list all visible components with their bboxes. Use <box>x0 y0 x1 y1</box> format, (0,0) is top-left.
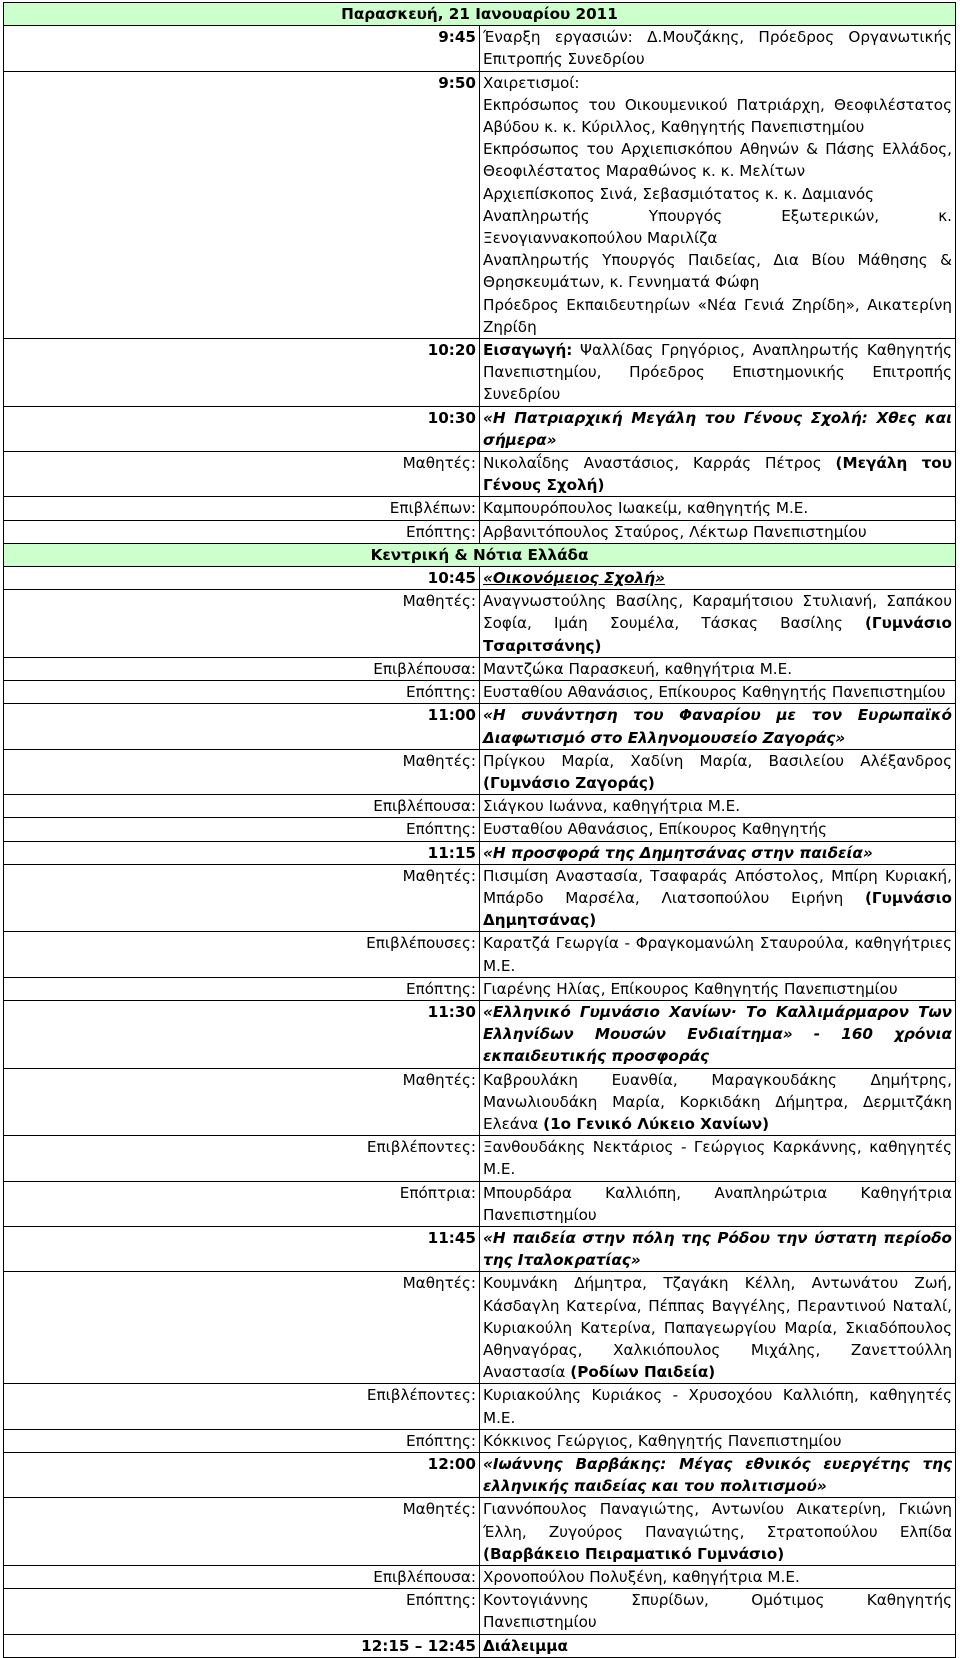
session-title: «Ελληνικό Γυμνάσιο Χανίων· Το Καλλιμάρμαρον Των Ελληνίδων Μουσών Ενδιαίτημα» - 160 χρόνια εκπαιδευτικής προσφοράς <box>480 1000 956 1068</box>
participant-role: Επιβλέπουσα: <box>4 1566 480 1589</box>
session-participant-row <box>4 590 956 658</box>
participant-names: Καμπουρόπουλος Ιωακείμ, καθηγητής Μ.Ε. <box>483 499 809 518</box>
school-name: (1ο Γενικό Λύκειο Χανίων) <box>543 1114 770 1133</box>
session-title: «Η Πατριαρχική Μεγάλη του Γένους Σχολή: Χθες και σήμερα» <box>480 406 956 451</box>
greeting-line: Αναπληρωτής Υπουργός Εξωτερικών, κ. Ξενογιαννακοπούλου Μαριλίζα <box>483 206 952 248</box>
greeting-line: Αρχιεπίσκοπος Σινά, Σεβασμιότατος κ. κ. Δαμιανός <box>483 184 875 203</box>
participant-cell <box>480 864 956 932</box>
greetings-row <box>4 71 956 338</box>
greeting-line: Εκπρόσωπος του Οικουμενικού Πατριάρχη, Θεοφιλέστατος Αβύδου κ. κ. Κύριλλος, Καθηγητής Πανεπιστημίου <box>483 95 952 137</box>
intro-time: 10:20 <box>4 339 480 407</box>
session-participant-row <box>4 1429 956 1452</box>
session-participant-row <box>4 520 956 543</box>
day-header: Παρασκευή, 21 Ιανουαρίου 2011 <box>4 3 956 26</box>
greetings-title: Χαιρετισμοί: <box>483 73 580 92</box>
session-title: «Η προσφορά της Δημητσάνας στην παιδεία» <box>480 841 956 864</box>
intro-cell <box>480 339 956 407</box>
break-row <box>4 1634 956 1657</box>
intro-label: Εισαγωγή: <box>483 341 573 360</box>
session-time: 11:00 <box>4 704 480 749</box>
participant-cell <box>480 1589 956 1634</box>
participant-names: Αρβανιτόπουλος Σταύρος, Λέκτωρ Πανεπιστημίου <box>483 522 867 541</box>
participant-role: Επόπτης: <box>4 1429 480 1452</box>
session-participant-row <box>4 864 956 932</box>
intro-row <box>4 339 956 407</box>
participant-cell <box>480 977 956 1000</box>
participant-role: Επόπτης: <box>4 681 480 704</box>
participant-role: Επιβλέπουσα: <box>4 795 480 818</box>
session-title: «Ιωάννης Βαρβάκης: Μέγας εθνικός ευεργέτης της ελληνικής παιδείας και του πολιτισμού» <box>480 1453 956 1498</box>
session-title-row <box>4 841 956 864</box>
participant-role: Μαθητές: <box>4 864 480 932</box>
session-title: «Οικονόμειος Σχολή» <box>480 567 956 590</box>
schedule-table <box>3 2 956 1658</box>
participant-cell <box>480 1566 956 1589</box>
participant-role: Επιβλέποντες: <box>4 1136 480 1181</box>
participant-cell <box>480 1181 956 1226</box>
opening-time: 9:45 <box>4 26 480 71</box>
break-label: Διάλειμμα <box>480 1634 956 1657</box>
participant-names: Ευσταθίου Αθανάσιος, Επίκουρος Καθηγητής Πανεπιστημίου <box>483 683 946 702</box>
participant-names: Νικολαΐδης Αναστάσιος, Καρράς Πέτρος <box>483 454 836 473</box>
participant-role: Επόπτρια: <box>4 1181 480 1226</box>
participant-names: Κόκκινος Γεώργιος, Καθηγητής Πανεπιστημίου <box>483 1431 842 1450</box>
session-participant-row <box>4 1384 956 1429</box>
participant-names: Κυριακούλης Κυριάκος - Χρυσοχόου Καλλιόπη, καθηγητές Μ.Ε. <box>483 1386 952 1427</box>
participant-names: Καβρουλάκη Ευανθία, Μαραγκουδάκης Δημήτρης, Μανωλιουδάκη Μαρία, Κορκιδάκη Δήμητρα, Δερμιτζάκη Ελεάνα <box>483 1070 952 1133</box>
school-name: (Βαρβάκειο Πειραματικό Γυμνάσιο) <box>483 1544 785 1563</box>
session-participant-row <box>4 818 956 841</box>
break-time: 12:15 – 12:45 <box>4 1634 480 1657</box>
school-name: (Γυμνάσιο Δημητσάνας) <box>483 888 952 930</box>
participant-cell <box>480 1498 956 1566</box>
session-participant-row <box>4 1272 956 1384</box>
participant-role: Επιβλέποντες: <box>4 1384 480 1429</box>
session-title-row <box>4 567 956 590</box>
participant-names: Αναγνωστούλης Βασίλης, Καραμήτσιου Στυλιανή, Σαπάκου Σοφία, Ιμάη Σουμέλα, Τάσκας Βασίλης <box>483 592 952 633</box>
region-header-row <box>4 543 956 566</box>
school-name: (Γυμνάσιο Τσαριτσάνης) <box>483 614 952 655</box>
participant-names: Ευσταθίου Αθανάσιος, Επίκουρος Καθηγητής <box>483 820 828 839</box>
participant-names: Μπουρδάρα Καλλιόπη, Αναπληρώτρια Καθηγήτρια Πανεπιστημίου <box>483 1183 952 1224</box>
intro-text: Ψαλλίδας Γρηγόριος, Αναπληρωτής Καθηγητής Πανεπιστημίου, Πρόεδρος Επιστημονικής Επιτροπής Συνεδρίου <box>483 341 952 404</box>
session-participant-row <box>4 657 956 680</box>
participant-role: Μαθητές: <box>4 749 480 794</box>
session-title-row <box>4 1000 956 1068</box>
greeting-line: Εκπρόσωπος του Αρχιεπισκόπου Αθηνών & Πάσης Ελλάδος, Θεοφιλέστατος Μαραθώνος κ. κ. Μελίτων <box>483 140 952 181</box>
participant-names: Πισιμίση Αναστασία, Τσαφαράς Απόστολος, Μπίρη Κυριακή, Μπάρδο Μαρσέλα, Λιατσοπούλου Ειρήνη <box>483 866 952 907</box>
session-title-row <box>4 1226 956 1271</box>
participant-cell <box>480 1136 956 1181</box>
session-time: 11:45 <box>4 1226 480 1271</box>
session-participant-row <box>4 1181 956 1226</box>
participant-names: Κουμνάκη Δήμητρα, Τζαγάκη Κέλλη, Αντωνάτου Ζωή, Κάσδαγλη Κατερίνα, Πέππας Βαγγέλης, Περαντινού Ναταλί, Κυριακούλη Κατερίνα, Παπαγεωργίου Μαρία, Σκιαδόπουλος Αθηναγόρας, Χαλκιόπουλος Μιχάλης, Ζανεττούλλη Αναστασία <box>483 1274 952 1382</box>
session-title-row <box>4 704 956 749</box>
participant-cell <box>480 1429 956 1452</box>
school-name: (Μεγάλη του Γένους Σχολή) <box>483 454 952 495</box>
participant-cell <box>480 1272 956 1384</box>
greetings-cell <box>480 71 956 338</box>
participant-cell <box>480 1384 956 1429</box>
participant-names: Κοντογιάννης Σπυρίδων, Ομότιμος Καθηγητής Πανεπιστημίου <box>483 1591 952 1632</box>
session-title: «Η παιδεία στην πόλη της Ρόδου την ύστατη περίοδο της Ιταλοκρατίας» <box>480 1226 956 1271</box>
participant-role: Μαθητές: <box>4 1068 480 1136</box>
greeting-line: Αναπληρωτής Υπουργός Παιδείας, Δια Βίου Μάθησης & Θρησκευμάτων, κ. Γεννηματά Φώφη <box>483 251 952 292</box>
participant-role: Επιβλέπων: <box>4 497 480 520</box>
session-time: 12:00 <box>4 1453 480 1498</box>
participant-names: Χρονοπούλου Πολυξένη, καθηγήτρια Μ.Ε. <box>483 1568 800 1587</box>
session-participant-row <box>4 681 956 704</box>
session-time: 11:15 <box>4 841 480 864</box>
participant-role: Επιβλέπουσα: <box>4 657 480 680</box>
session-title-row <box>4 406 956 451</box>
session-participant-row <box>4 1566 956 1589</box>
participant-cell <box>480 681 956 704</box>
participant-cell <box>480 932 956 977</box>
session-participant-row <box>4 749 956 794</box>
participant-role: Επόπτης: <box>4 977 480 1000</box>
session-participant-row <box>4 795 956 818</box>
school-name: (Γυμνάσιο Ζαγοράς) <box>483 773 655 792</box>
participant-role: Επόπτης: <box>4 520 480 543</box>
participant-role: Επόπτης: <box>4 818 480 841</box>
participant-cell <box>480 749 956 794</box>
session-participant-row <box>4 932 956 977</box>
session-title: «Η συνάντηση του Φαναρίου με τον Ευρωπαϊκό Διαφωτισμό στο Ελληνομουσείο Ζαγοράς» <box>480 704 956 749</box>
participant-role: Μαθητές: <box>4 590 480 658</box>
region-header: Κεντρική & Νότια Ελλάδα <box>4 543 956 566</box>
participant-names: Γιαρένης Ηλίας, Επίκουρος Καθηγητής Πανεπιστημίου <box>483 979 898 998</box>
session-participant-row <box>4 977 956 1000</box>
participant-cell <box>480 452 956 497</box>
session-participant-row <box>4 1589 956 1634</box>
participant-cell <box>480 497 956 520</box>
session-participant-row <box>4 1068 956 1136</box>
participant-role: Επόπτης: <box>4 1589 480 1634</box>
session-time: 11:30 <box>4 1000 480 1068</box>
session-participant-row <box>4 1136 956 1181</box>
greeting-line: Πρόεδρος Εκπαιδευτηρίων «Νέα Γενιά Ζηρίδη», Αικατερίνη Ζηρίδη <box>483 295 952 336</box>
participant-role: Επιβλέπουσες: <box>4 932 480 977</box>
day-header-row <box>4 3 956 26</box>
session-time: 10:45 <box>4 567 480 590</box>
participant-names: Καρατζά Γεωργία - Φραγκομανώλη Σταυρούλα, καθηγήτριες Μ.Ε. <box>483 934 952 975</box>
session-participant-row <box>4 497 956 520</box>
participant-cell <box>480 818 956 841</box>
participant-cell <box>480 657 956 680</box>
session-participant-row <box>4 452 956 497</box>
participant-names: Μαντζώκα Παρασκευή, καθηγήτρια Μ.Ε. <box>483 659 793 678</box>
session-participant-row <box>4 1498 956 1566</box>
greetings-time: 9:50 <box>4 71 480 338</box>
participant-cell <box>480 590 956 658</box>
participant-cell <box>480 1068 956 1136</box>
participant-names: Ξανθουδάκης Νεκτάριος - Γεώργιος Καρκάννης, καθηγητές Μ.Ε. <box>483 1138 952 1179</box>
participant-names: Σιάγκου Ιωάννα, καθηγήτρια Μ.Ε. <box>483 797 741 816</box>
opening-text: Έναρξη εργασιών: Δ.Μουζάκης, Πρόεδρος Οργανωτικής Επιτροπής Συνεδρίου <box>480 26 956 71</box>
participant-cell <box>480 795 956 818</box>
participant-names: Γιαννόπουλος Παναγιώτης, Αντωνίου Αικατερίνη, Γκιώνη Έλλη, Ζυγούρος Παναγιώτης, Στρατοπούλου Ελπίδα <box>483 1500 952 1541</box>
participant-cell <box>480 520 956 543</box>
session-title-row <box>4 1453 956 1498</box>
school-name: (Ροδίων Παιδεία) <box>570 1363 716 1382</box>
session-time: 10:30 <box>4 406 480 451</box>
participant-role: Μαθητές: <box>4 1272 480 1384</box>
opening-row <box>4 26 956 71</box>
participant-role: Μαθητές: <box>4 1498 480 1566</box>
participant-role: Μαθητές: <box>4 452 480 497</box>
participant-names: Πρίγκου Μαρία, Χαδίνη Μαρία, Βασιλείου Αλέξανδρος <box>483 751 952 770</box>
